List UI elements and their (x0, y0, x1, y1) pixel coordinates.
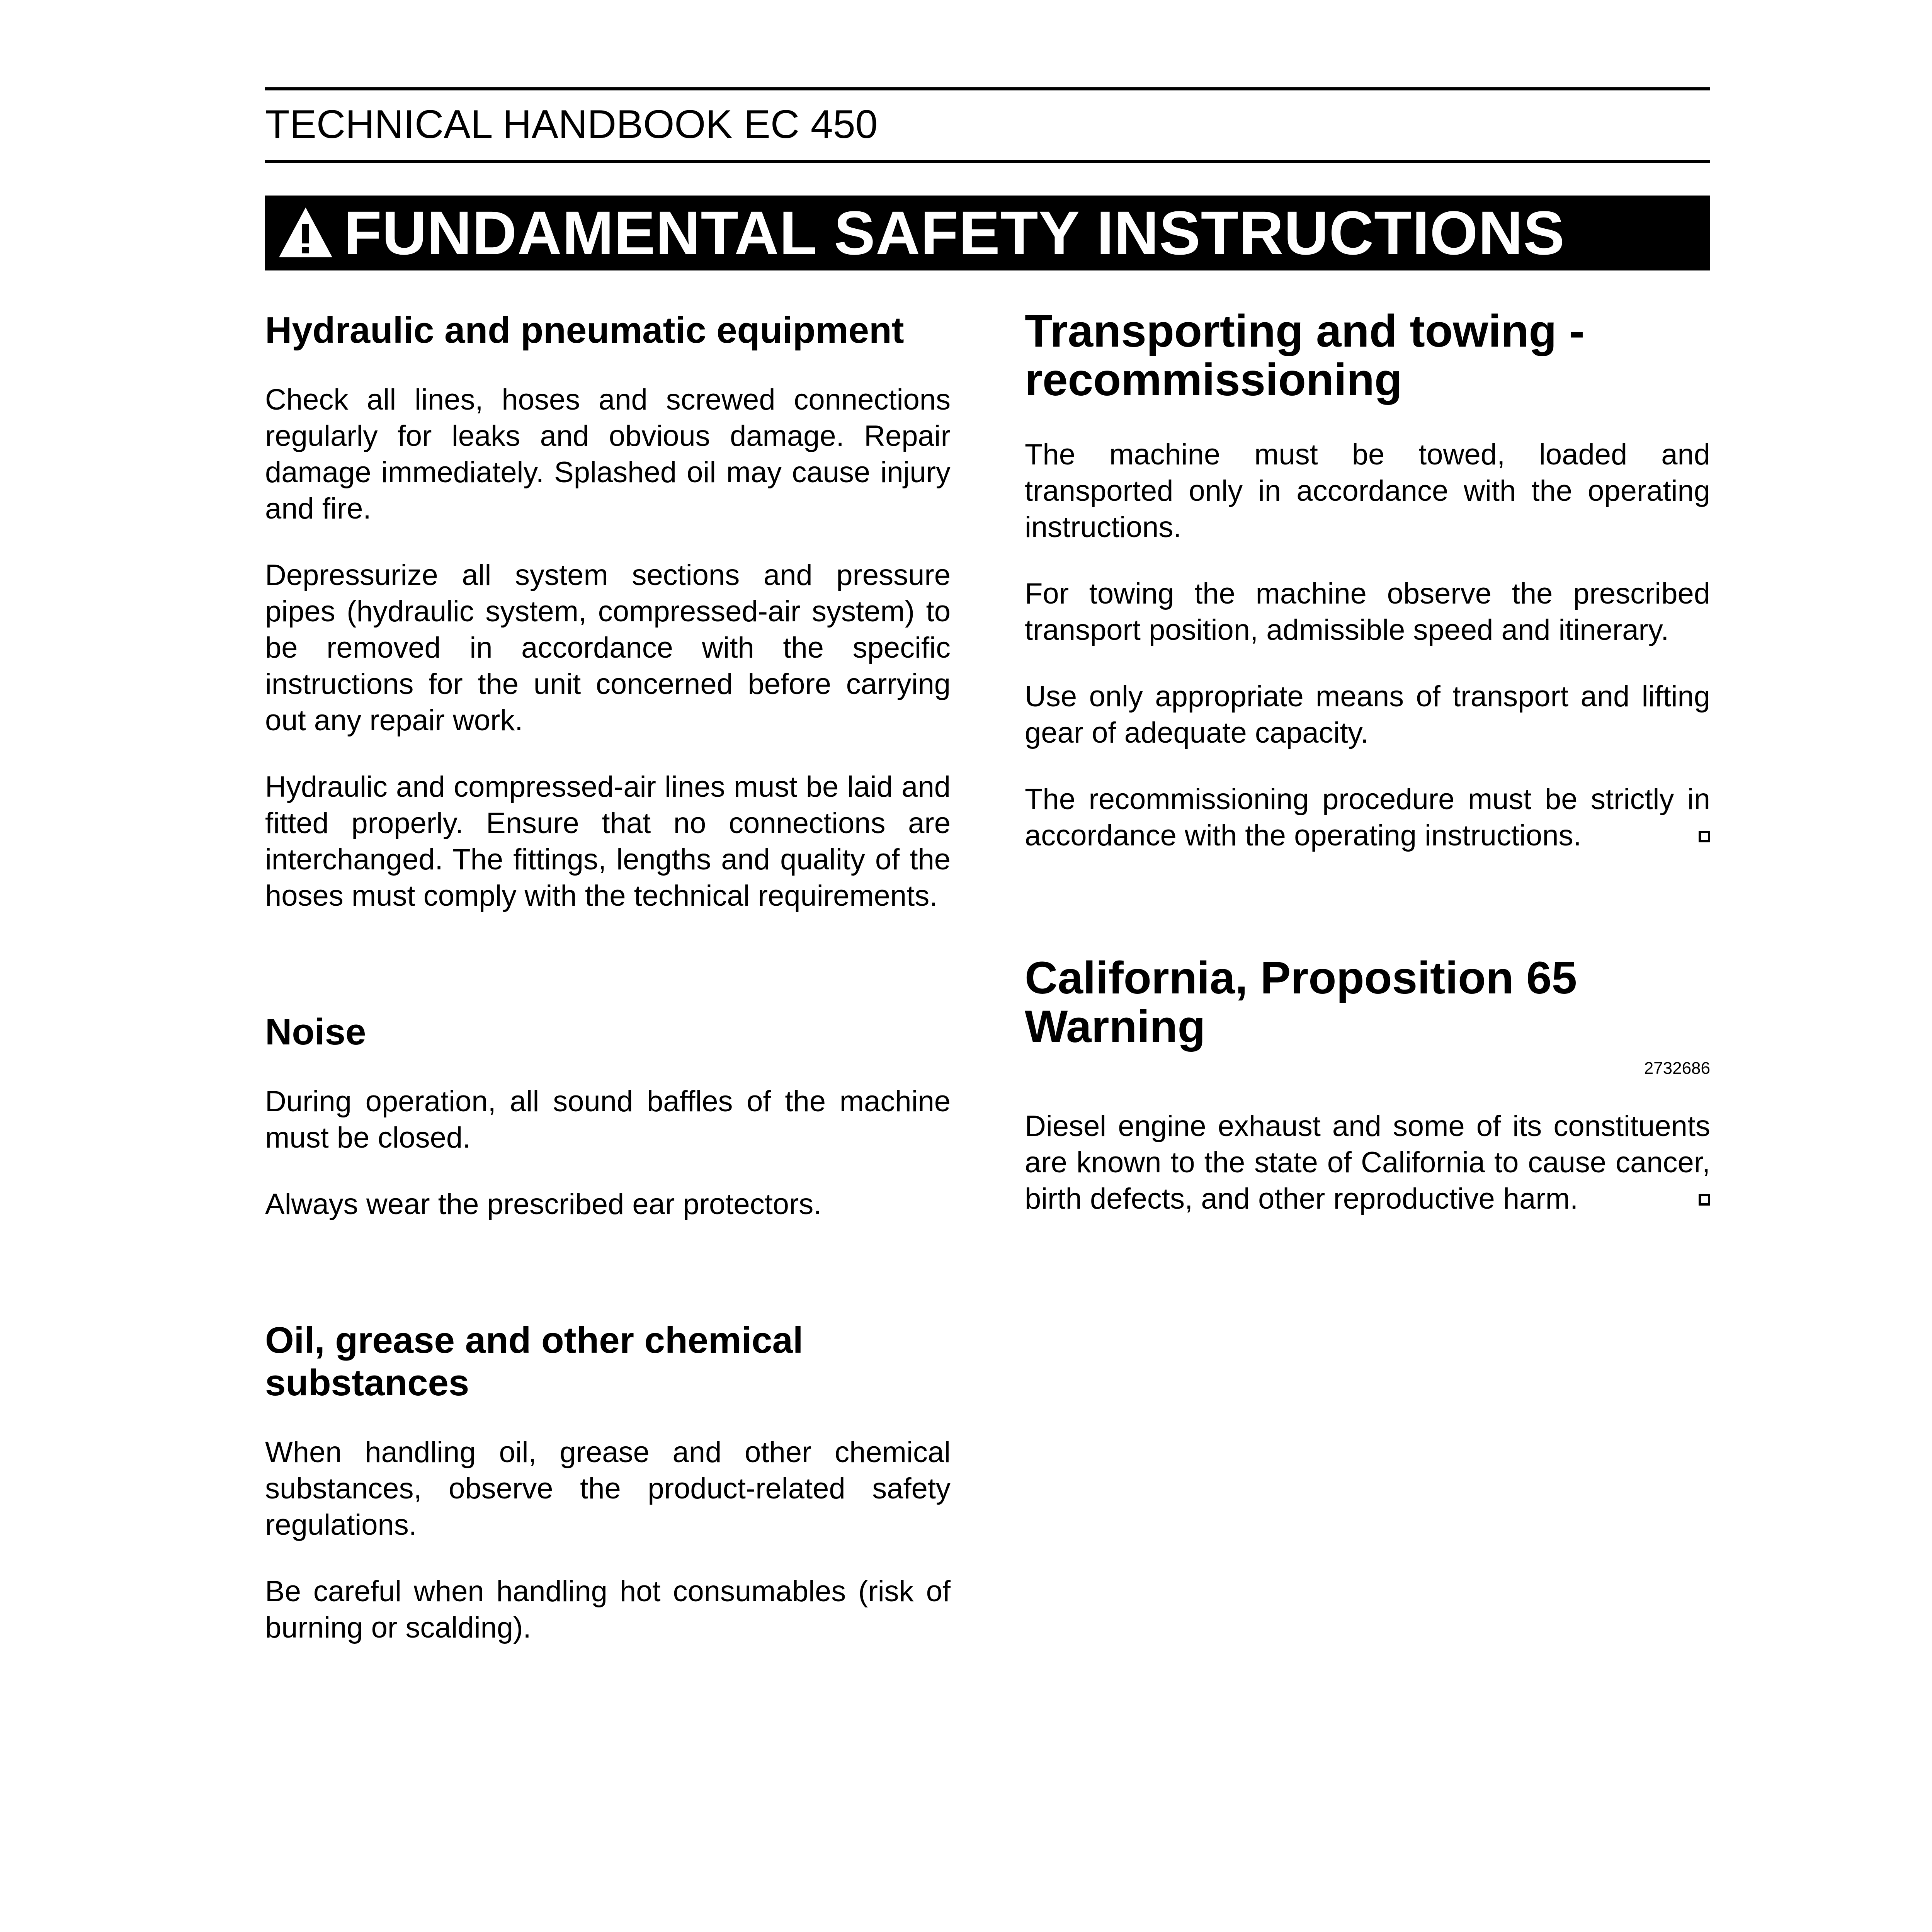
paragraph-with-endmark (1025, 1108, 1710, 1217)
warning-triangle-icon (277, 204, 335, 262)
end-of-section-square-icon (1699, 831, 1710, 842)
paragraph: For towing the machine observe the prescribed transport position, admissible speed and itinerary. (1025, 577, 1710, 646)
left-column (265, 309, 951, 1646)
section-title-transport: Transporting and towing - recommissioning (1025, 306, 1585, 405)
section-code: 2732686 (1644, 1059, 1710, 1078)
banner-title: FUNDAMENTAL SAFETY INSTRUCTIONS (344, 198, 1565, 267)
section-title-hydraulic: Hydraulic and pneumatic equipment (265, 310, 904, 351)
paragraph: During operation, all sound baffles of the machine must be closed. (265, 1085, 951, 1154)
paragraph: Check all lines, hoses and screwed connections regularly for leaks and obvious damage. Repair damage immediately. Splashed oil may cause injury and fire. (265, 383, 951, 525)
right-column (1025, 306, 1710, 1217)
end-of-section-square-icon (1699, 1194, 1710, 1206)
paragraph: When handling oil, grease and other chemical substances, observe the product-related safety regulations. (265, 1436, 951, 1541)
section-banner (265, 196, 1710, 270)
header-bottom-rule (265, 160, 1710, 163)
paragraph-with-endmark (1025, 781, 1710, 854)
section-title-noise: Noise (265, 1011, 366, 1053)
header-top-rule (265, 87, 1710, 90)
document-title: TECHNICAL HANDBOOK EC 450 (265, 102, 878, 147)
paragraph-text: Diesel engine exhaust and some of its constituents are known to the state of California to cause cancer, birth defects, and other reproductive harm. (1025, 1110, 1710, 1215)
paragraph: Always wear the prescribed ear protectors. (265, 1188, 822, 1221)
paragraph: Be careful when handling hot consumables (risk of burning or scalding). (265, 1575, 951, 1644)
paragraph: The machine must be towed, loaded and transported only in accordance with the operating instructions. (1025, 438, 1710, 544)
paragraph-text: The recommissioning procedure must be strictly in accordance with the operating instructions. (1025, 783, 1710, 852)
paragraph: Use only appropriate means of transport and lifting gear of adequate capacity. (1025, 680, 1710, 749)
paragraph: Depressurize all system sections and pressure pipes (hydraulic system, compressed-air system) to be removed in accordance with the specific instructions for the unit concerned before carrying out any repair work. (265, 559, 951, 737)
paragraph: Hydraulic and compressed-air lines must be laid and fitted properly. Ensure that no connections are interchanged. The fittings, lengths and quality of the hoses must comply with the technical requirements. (265, 770, 951, 912)
section-title-california: California, Proposition 65 Warning (1025, 952, 1577, 1052)
section-title-oil: Oil, grease and other chemical substances (265, 1320, 803, 1403)
